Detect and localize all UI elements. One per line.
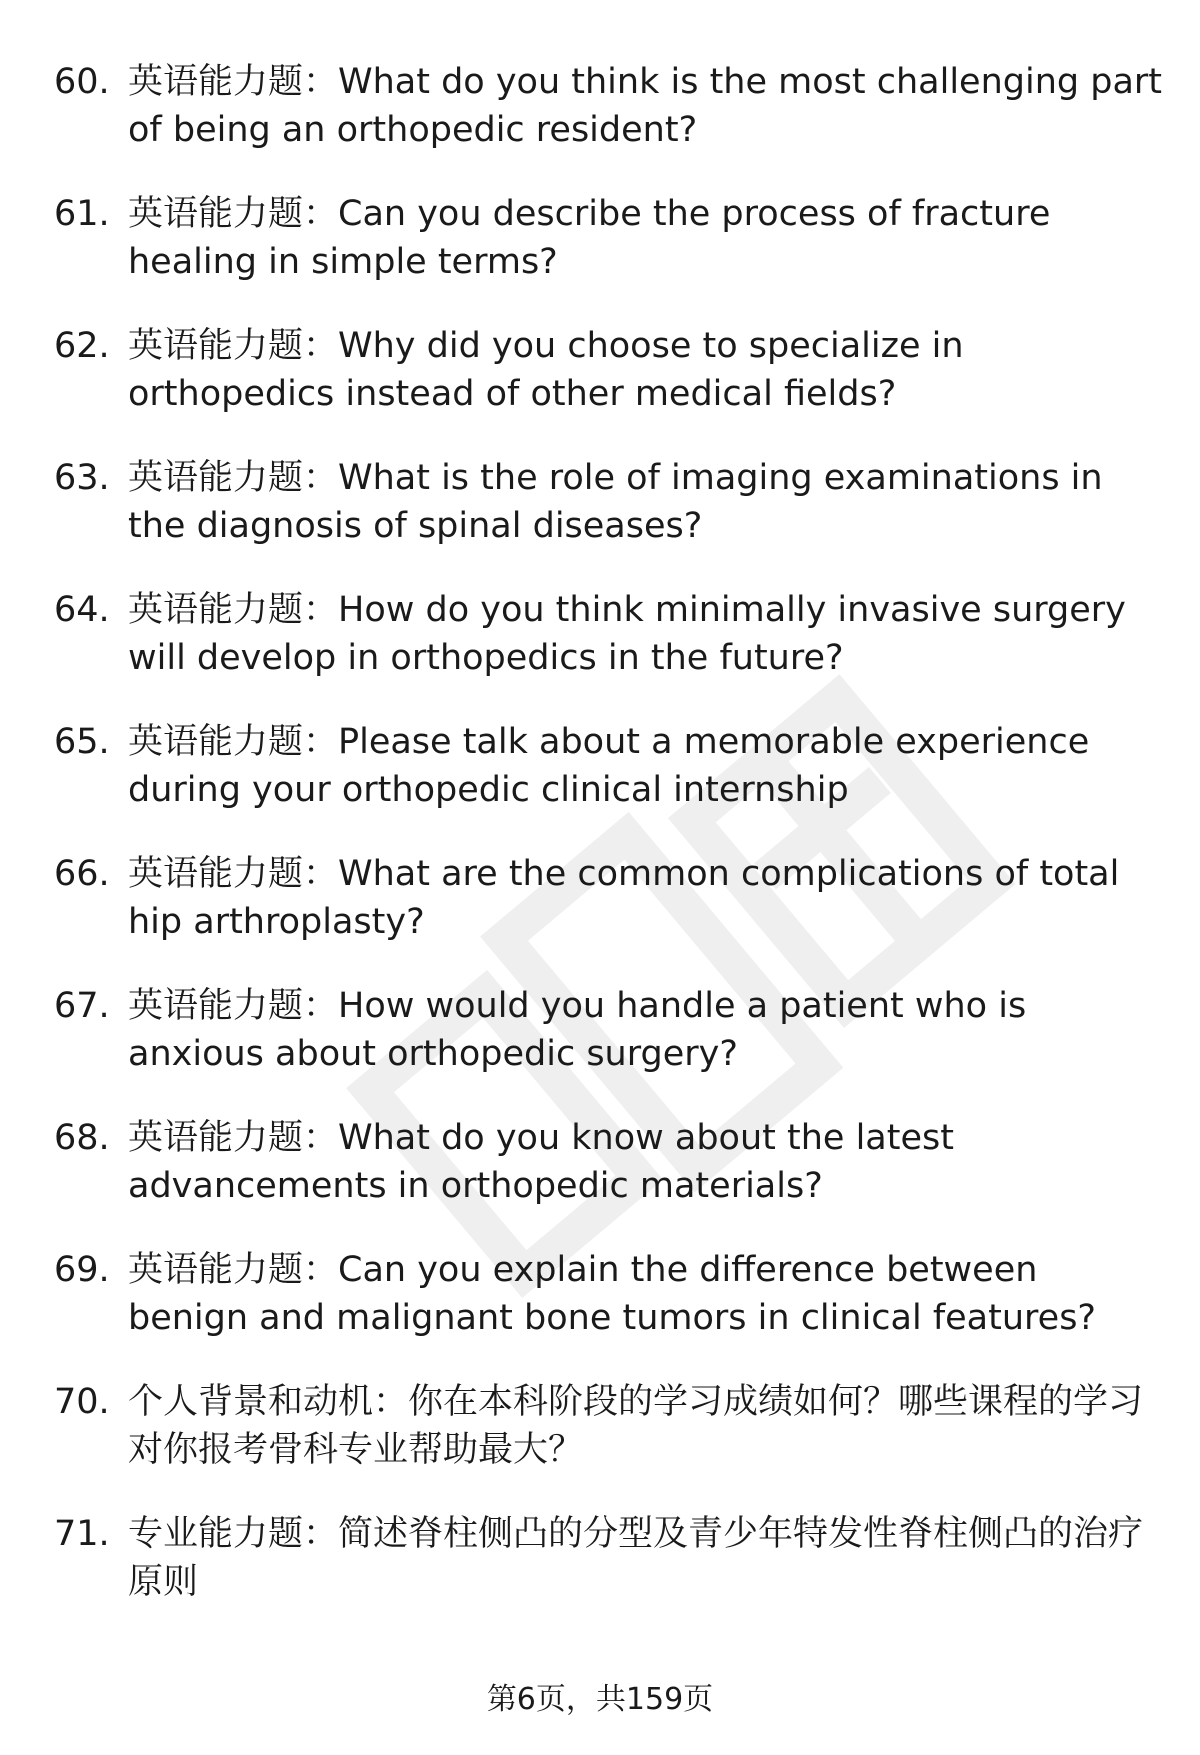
question-number: 68. (54, 1118, 110, 1158)
question-number: 63. (54, 458, 110, 498)
question-text: 英语能力题：Why did you choose to specialize in orthopedics instead of other medical fields? (128, 326, 964, 414)
question-item-67 (0, 982, 1200, 1114)
question-item-61 (0, 190, 1200, 322)
question-text: 英语能力题：What do you think is the most challenging part of being an orthopedic resident? (128, 62, 1163, 150)
question-number: 69. (54, 1250, 110, 1290)
question-item-71 (0, 1510, 1200, 1642)
question-number: 71. (54, 1514, 110, 1554)
question-number: 66. (54, 854, 110, 894)
question-number: 60. (54, 62, 110, 102)
question-text: 英语能力题：Can you explain the difference between benign and malignant bone tumors in clinical features? (128, 1250, 1097, 1338)
question-item-63 (0, 454, 1200, 586)
page-number-label: 第6页，共159页 (486, 1682, 714, 1717)
question-item-70 (0, 1378, 1200, 1510)
question-text: 英语能力题：Please talk about a memorable experience during your orthopedic clinical internship (128, 722, 1090, 810)
question-text: 英语能力题：How would you handle a patient who is anxious about orthopedic surgery? (128, 986, 1027, 1074)
question-number: 67. (54, 986, 110, 1026)
question-list (0, 58, 1200, 1642)
question-number: 62. (54, 326, 110, 366)
question-item-64 (0, 586, 1200, 718)
question-item-68 (0, 1114, 1200, 1246)
question-text: 英语能力题：Can you describe the process of fracture healing in simple terms? (128, 194, 1051, 282)
question-text: 英语能力题：What do you know about the latest advancements in orthopedic materials? (128, 1118, 954, 1206)
question-number: 61. (54, 194, 110, 234)
question-number: 64. (54, 590, 110, 630)
question-number: 65. (54, 722, 110, 762)
question-item-62 (0, 322, 1200, 454)
question-text: 英语能力题：What is the role of imaging examinations in the diagnosis of spinal diseases? (128, 458, 1103, 546)
question-text: 专业能力题：简述脊柱侧凸的分型及青少年特发性脊柱侧凸的治疗原则 (128, 1514, 1144, 1602)
question-text: 个人背景和动机：你在本科阶段的学习成绩如何？哪些课程的学习对你报考骨科专业帮助最大？ (128, 1382, 1144, 1470)
question-item-69 (0, 1246, 1200, 1378)
question-text: 英语能力题：How do you think minimally invasive surgery will develop in orthopedics in the future? (128, 590, 1126, 678)
question-item-60 (0, 58, 1200, 190)
question-item-66 (0, 850, 1200, 982)
page-footer (0, 1680, 1200, 1720)
question-number: 70. (54, 1382, 110, 1422)
question-item-65 (0, 718, 1200, 850)
question-text: 英语能力题：What are the common complications of total hip arthroplasty? (128, 854, 1120, 942)
